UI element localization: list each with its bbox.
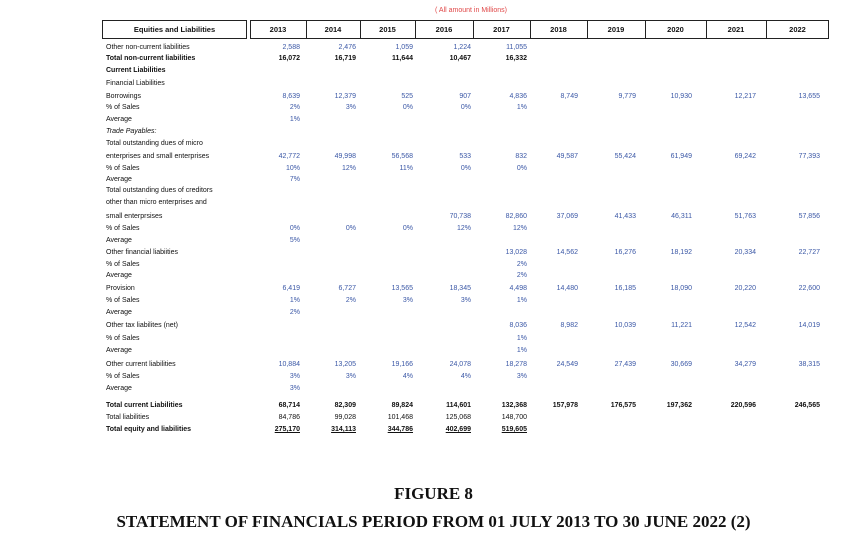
cell-value: 12,217 xyxy=(734,93,756,100)
cell-value: 51,763 xyxy=(734,213,756,220)
cell-value: 14,562 xyxy=(556,249,578,256)
cell-value: 30,669 xyxy=(670,361,692,368)
cell-value: 34,279 xyxy=(734,361,756,368)
cell-value: 12,379 xyxy=(334,93,356,100)
row-label: Borrowings xyxy=(106,93,142,100)
row-label: Trade Payables: xyxy=(106,128,157,135)
header-year: 2015 xyxy=(379,25,396,34)
cell-value: 176,575 xyxy=(610,402,636,409)
cell-value: 9,779 xyxy=(618,93,636,100)
cell-value: 1,224 xyxy=(453,44,471,51)
cell-value: 3% xyxy=(516,373,527,380)
cell-value: 10,884 xyxy=(278,361,300,368)
cell-value: 99,028 xyxy=(334,414,356,421)
row-label: Average xyxy=(106,347,132,354)
cell-value: 20,334 xyxy=(734,249,756,256)
cell-value: 0% xyxy=(460,165,471,172)
cell-value: 38,315 xyxy=(798,361,820,368)
cell-value: 0% xyxy=(402,104,413,111)
row-label: Average xyxy=(106,176,132,183)
cell-value: 10,467 xyxy=(449,55,471,62)
cell-value: 82,860 xyxy=(505,213,527,220)
cell-value: 49,998 xyxy=(334,153,356,160)
cell-value: 0% xyxy=(345,225,356,232)
cell-value: 10% xyxy=(285,165,300,172)
row-label: Total current Liabilities xyxy=(106,402,183,409)
cell-value: 22,600 xyxy=(798,285,820,292)
header-year: 2020 xyxy=(667,25,684,34)
cell-value: 16,185 xyxy=(614,285,636,292)
row-label: enterprises and small enterprises xyxy=(106,153,210,160)
figure-label: FIGURE 8 xyxy=(394,484,473,503)
row-label: % of Sales xyxy=(106,104,140,111)
row-label: Average xyxy=(106,385,132,392)
row-label: Total non-current liabilities xyxy=(106,55,196,62)
cell-value: 907 xyxy=(459,93,471,100)
row-label: Provision xyxy=(106,285,135,292)
cell-value: 18,345 xyxy=(449,285,471,292)
cell-value: 12% xyxy=(341,165,356,172)
cell-value: 4,836 xyxy=(509,93,527,100)
cell-value: 314,113 xyxy=(331,426,356,433)
row-label: Other non-current liabilities xyxy=(106,44,190,51)
cell-value: 14,480 xyxy=(556,285,578,292)
cell-value: 2% xyxy=(345,297,356,304)
header-year: 2021 xyxy=(727,25,745,34)
cell-value: 18,090 xyxy=(670,285,692,292)
cell-value: 3% xyxy=(460,297,471,304)
cell-value: 101,468 xyxy=(387,414,413,421)
cell-value: 4,498 xyxy=(509,285,527,292)
header-title: Equities and Liabilities xyxy=(133,25,216,34)
cell-value: 41,433 xyxy=(614,213,636,220)
cell-value: 157,978 xyxy=(552,402,578,409)
cell-value: 42,772 xyxy=(278,153,300,160)
cell-value: 13,565 xyxy=(391,285,413,292)
cell-value: 275,170 xyxy=(274,426,300,433)
cell-value: 8,749 xyxy=(560,93,578,100)
cell-value: 11% xyxy=(399,165,413,172)
cell-value: 70,738 xyxy=(449,213,471,220)
row-label: Average xyxy=(106,116,132,123)
cell-value: 89,824 xyxy=(391,402,413,409)
cell-value: 11,644 xyxy=(391,55,413,62)
cell-value: 77,393 xyxy=(798,153,820,160)
cell-value: 61,949 xyxy=(670,153,692,160)
row-label: % of Sales xyxy=(106,261,140,268)
cell-value: 0% xyxy=(289,225,300,232)
cell-value: 2,588 xyxy=(282,44,300,51)
cell-value: 13,205 xyxy=(334,361,356,368)
cell-value: 18,278 xyxy=(505,361,527,368)
cell-value: 55,424 xyxy=(614,153,636,160)
cell-value: 246,565 xyxy=(794,402,820,409)
cell-value: 1% xyxy=(516,335,527,342)
cell-value: 16,332 xyxy=(505,55,527,62)
cell-value: 2,476 xyxy=(338,44,356,51)
cell-value: 7% xyxy=(289,176,300,183)
cell-value: 3% xyxy=(402,297,413,304)
cell-value: 1% xyxy=(516,347,527,354)
cell-value: 11,221 xyxy=(671,322,692,329)
row-label: Financial Liabilities xyxy=(106,80,165,87)
cell-value: 2% xyxy=(516,272,527,279)
cell-value: 84,786 xyxy=(278,414,300,421)
cell-value: 24,078 xyxy=(449,361,471,368)
row-label: Total outstanding dues of creditors xyxy=(106,187,213,194)
cell-value: 0% xyxy=(516,165,527,172)
header-year: 2019 xyxy=(607,25,625,34)
cell-value: 24,549 xyxy=(556,361,578,368)
row-label: Average xyxy=(106,272,132,279)
cell-value: 37,069 xyxy=(556,213,578,220)
header-year: 2017 xyxy=(493,25,510,34)
cell-value: 14,019 xyxy=(798,322,820,329)
header-year: 2018 xyxy=(550,25,567,34)
cell-value: 69,242 xyxy=(734,153,756,160)
row-label: other than micro enterprises and xyxy=(106,199,207,206)
cell-value: 18,192 xyxy=(670,249,692,256)
cell-value: 12% xyxy=(512,225,527,232)
row-label: Total equity and liabilities xyxy=(106,426,192,433)
cell-value: 10,039 xyxy=(614,322,636,329)
cell-value: 2% xyxy=(516,261,527,268)
cell-value: 12% xyxy=(456,225,471,232)
cell-value: 4% xyxy=(460,373,471,380)
header-year: 2022 xyxy=(789,25,806,34)
cell-value: 519,605 xyxy=(501,426,527,433)
cell-value: 20,220 xyxy=(734,285,756,292)
cell-value: 402,699 xyxy=(445,426,471,433)
row-label: Other current liabilities xyxy=(106,361,176,368)
cell-value: 2% xyxy=(289,104,300,111)
cell-value: 27,439 xyxy=(614,361,636,368)
cell-value: 5% xyxy=(289,237,300,244)
cell-value: 46,311 xyxy=(671,213,692,220)
row-label: small enterprsises xyxy=(106,213,163,220)
cell-value: 16,072 xyxy=(278,55,300,62)
row-label: Other financial liabiities xyxy=(106,249,178,256)
row-label: Current Liabilities xyxy=(106,67,166,74)
cell-value: 197,362 xyxy=(666,402,692,409)
cell-value: 3% xyxy=(289,373,300,380)
cell-value: 125,068 xyxy=(445,414,471,421)
cell-value: 1% xyxy=(516,104,527,111)
row-label: % of Sales xyxy=(106,297,140,304)
cell-value: 10,930 xyxy=(670,93,692,100)
cell-value: 6,727 xyxy=(338,285,356,292)
cell-value: 114,601 xyxy=(446,402,471,409)
cell-value: 0% xyxy=(460,104,471,111)
cell-value: 49,587 xyxy=(556,153,578,160)
cell-value: 57,856 xyxy=(798,213,820,220)
cell-value: 344,786 xyxy=(387,426,413,433)
cell-value: 8,982 xyxy=(560,322,578,329)
cell-value: 56,568 xyxy=(391,153,413,160)
cell-value: 13,655 xyxy=(798,93,820,100)
header-year: 2014 xyxy=(324,25,342,34)
cell-value: 1,059 xyxy=(395,44,413,51)
amount-note: ( All amount in Millions) xyxy=(435,7,507,14)
cell-value: 4% xyxy=(402,373,413,380)
row-label: % of Sales xyxy=(106,165,140,172)
cell-value: 832 xyxy=(515,153,527,160)
cell-value: 12,542 xyxy=(734,322,756,329)
cell-value: 533 xyxy=(459,153,471,160)
cell-value: 148,700 xyxy=(501,414,527,421)
cell-value: 1% xyxy=(289,116,300,123)
cell-value: 68,714 xyxy=(278,402,300,409)
row-label: % of Sales xyxy=(106,373,140,380)
cell-value: 2% xyxy=(289,309,300,316)
cell-value: 22,727 xyxy=(798,249,820,256)
cell-value: 82,309 xyxy=(334,402,356,409)
cell-value: 3% xyxy=(345,104,356,111)
cell-value: 13,028 xyxy=(505,249,527,256)
cell-value: 19,166 xyxy=(391,361,413,368)
cell-value: 11,055 xyxy=(506,44,527,51)
cell-value: 1% xyxy=(289,297,300,304)
cell-value: 16,719 xyxy=(334,55,356,62)
cell-value: 220,596 xyxy=(730,402,756,409)
cell-value: 6,419 xyxy=(282,285,300,292)
row-label: Average xyxy=(106,309,132,316)
cell-value: 3% xyxy=(345,373,356,380)
cell-value: 8,036 xyxy=(509,322,527,329)
cell-value: 0% xyxy=(402,225,413,232)
header-year: 2013 xyxy=(269,25,287,34)
cell-value: 1% xyxy=(516,297,527,304)
row-label: Total liabilities xyxy=(106,414,150,421)
header-year: 2016 xyxy=(435,25,453,34)
cell-value: 525 xyxy=(401,93,413,100)
cell-value: 16,276 xyxy=(614,249,636,256)
row-label: Average xyxy=(106,237,132,244)
figure-title: STATEMENT OF FINANCIALS PERIOD FROM 01 JULY 2013 TO 30 JUNE 2022 (2) xyxy=(116,512,751,531)
cell-value: 8,639 xyxy=(282,93,300,100)
row-label: % of Sales xyxy=(106,335,140,342)
row-label: % of Sales xyxy=(106,225,140,232)
cell-value: 132,368 xyxy=(501,402,527,409)
cell-value: 3% xyxy=(289,385,300,392)
row-label: Total outstanding dues of micro xyxy=(106,140,203,147)
row-label: Other tax liabilites (net) xyxy=(106,322,178,329)
